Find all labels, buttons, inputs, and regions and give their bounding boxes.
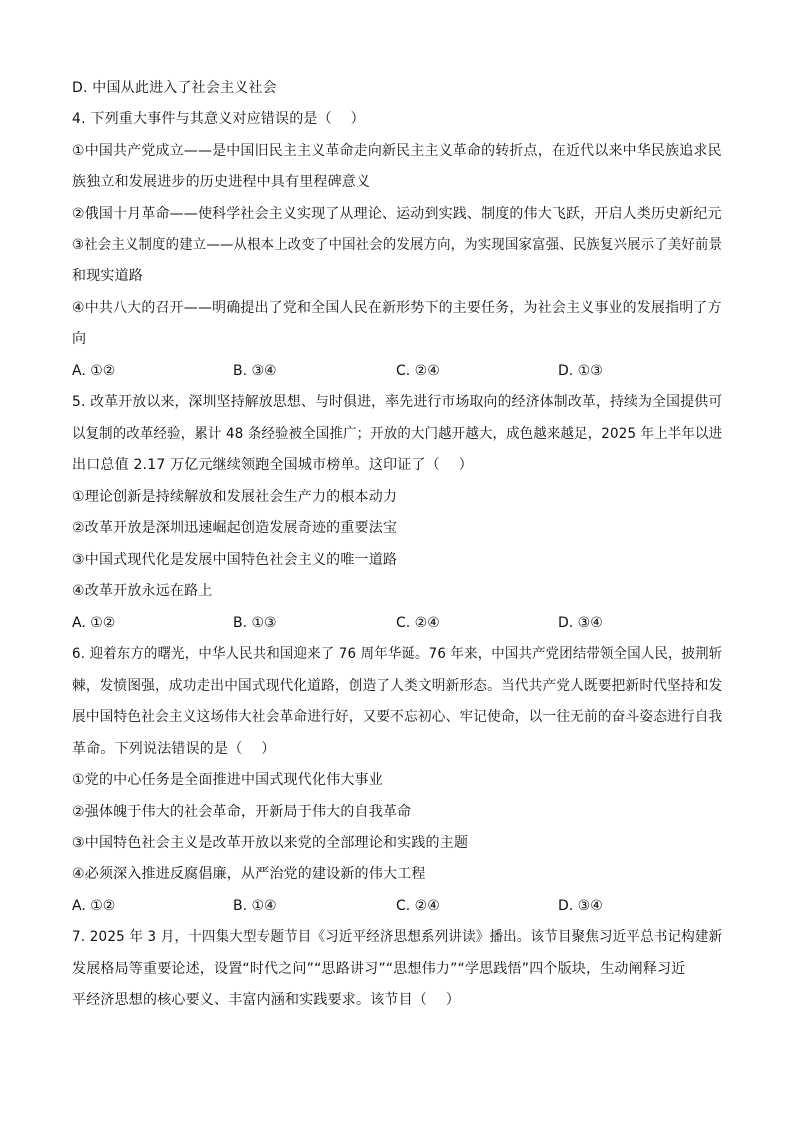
q6-item2: ②强体魄于伟大的社会革命，开新局于伟大的自我革命 bbox=[72, 804, 412, 820]
q5-option-c: C. ②④ bbox=[396, 615, 440, 631]
q4-item4-line1: ④中共八大的召开——明确提出了党和全国人民在新形势下的主要任务，为社会主义事业的发展指明了方 bbox=[72, 300, 722, 316]
q4-option-b: B. ③④ bbox=[233, 363, 277, 379]
q4-item3-line2: 和现实道路 bbox=[72, 268, 143, 284]
q7-stem-line3: 平经济思想的核心要义、丰富内涵和实践要求。该节目（ ） bbox=[72, 992, 461, 1008]
q4-item4-line2: 向 bbox=[72, 331, 87, 347]
q4-option-a: A. ①② bbox=[72, 363, 116, 379]
q7-stem-line1: 7. 2025 年 3 月，十四集大型专题节目《习近平经济思想系列讲读》播出。该节目聚焦习近平总书记构建新 bbox=[72, 929, 723, 945]
q6-option-d: D. ③④ bbox=[558, 898, 603, 914]
q6-stem-line3: 展中国特色社会主义这场伟大社会革命进行好，又要不忘初心、牢记使命，以一往无前的奋斗姿态进行自我 bbox=[72, 709, 723, 725]
q5-option-d: D. ③④ bbox=[558, 615, 603, 631]
q5-stem-line2: 以复制的改革经验，累计 48 条经验被全国推广；开放的大门越开越大，成色越来越足，2025 年上半年以进 bbox=[72, 426, 723, 442]
q5-option-b: B. ①③ bbox=[233, 615, 277, 631]
q4-item1-line2: 族独立和发展进步的历史进程中具有里程碑意义 bbox=[72, 174, 371, 190]
q5-item3: ③中国式现代化是发展中国特色社会主义的唯一道路 bbox=[72, 552, 398, 568]
q6-option-b: B. ①④ bbox=[233, 898, 277, 914]
q5-stem-line3: 出口总值 2.17 万亿元继续领跑全国城市榜单。这印证了（ ） bbox=[72, 457, 473, 473]
q4-option-d: D. ①③ bbox=[558, 363, 603, 379]
q5-item2: ②改革开放是深圳迅速崛起创造发展奇迹的重要法宝 bbox=[72, 520, 398, 536]
q6-option-c: C. ②④ bbox=[396, 898, 440, 914]
q6-option-a: A. ①② bbox=[72, 898, 116, 914]
q4-item1-line1: ①中国共产党成立——是中国旧民主主义革命走向新民主主义革命的转折点，在近代以来中华民族追求民 bbox=[72, 143, 722, 159]
q6-item1: ①党的中心任务是全面推进中国式现代化伟大事业 bbox=[72, 772, 383, 788]
q5-item4: ④改革开放永远在路上 bbox=[72, 583, 213, 599]
q6-item4: ④必须深入推进反腐倡廉，从严治党的建设新的伟大工程 bbox=[72, 866, 426, 882]
q3-option-d: D. 中国从此进入了社会主义社会 bbox=[72, 80, 277, 96]
q6-stem-line4: 革命。下列说法错误的是（ ） bbox=[72, 741, 276, 757]
q4-item2-line1: ②俄国十月革命——使科学社会主义实现了从理论、运动到实践、制度的伟大飞跃，开启人类历史新纪元 bbox=[72, 206, 722, 222]
q5-option-a: A. ①② bbox=[72, 615, 116, 631]
q4-stem: 4. 下列重大事件与其意义对应错误的是（ ） bbox=[72, 111, 365, 127]
q5-item1: ①理论创新是持续解放和发展社会生产力的根本动力 bbox=[72, 489, 398, 505]
q6-stem-line2: 棘，发愤图强，成功走出中国式现代化道路，创造了人类文明新形态。当代共产党人既要把新时代坚持和发 bbox=[72, 678, 723, 694]
q7-stem-line2: 发展格局等重要论述，设置“时代之问”“思路讲习”“思想伟力”“学思践悟”四个版块，生动阐释习近 bbox=[72, 961, 686, 977]
q6-item3: ③中国特色社会主义是改革开放以来党的全部理论和实践的主题 bbox=[72, 835, 469, 851]
q5-stem-line1: 5. 改革开放以来，深圳坚持解放思想、与时俱进，率先进行市场取向的经济体制改革，持续为全国提供可 bbox=[72, 394, 723, 410]
q4-item3-line1: ③社会主义制度的建立——从根本上改变了中国社会的发展方向，为实现国家富强、民族复兴展示了美好前景 bbox=[72, 237, 723, 253]
q6-stem-line1: 6. 迎着东方的曙光，中华人民共和国迎来了 76 周年华诞。76 年来，中国共产党团结带领全国人民，披荆斩 bbox=[72, 646, 723, 662]
q4-option-c: C. ②④ bbox=[396, 363, 440, 379]
